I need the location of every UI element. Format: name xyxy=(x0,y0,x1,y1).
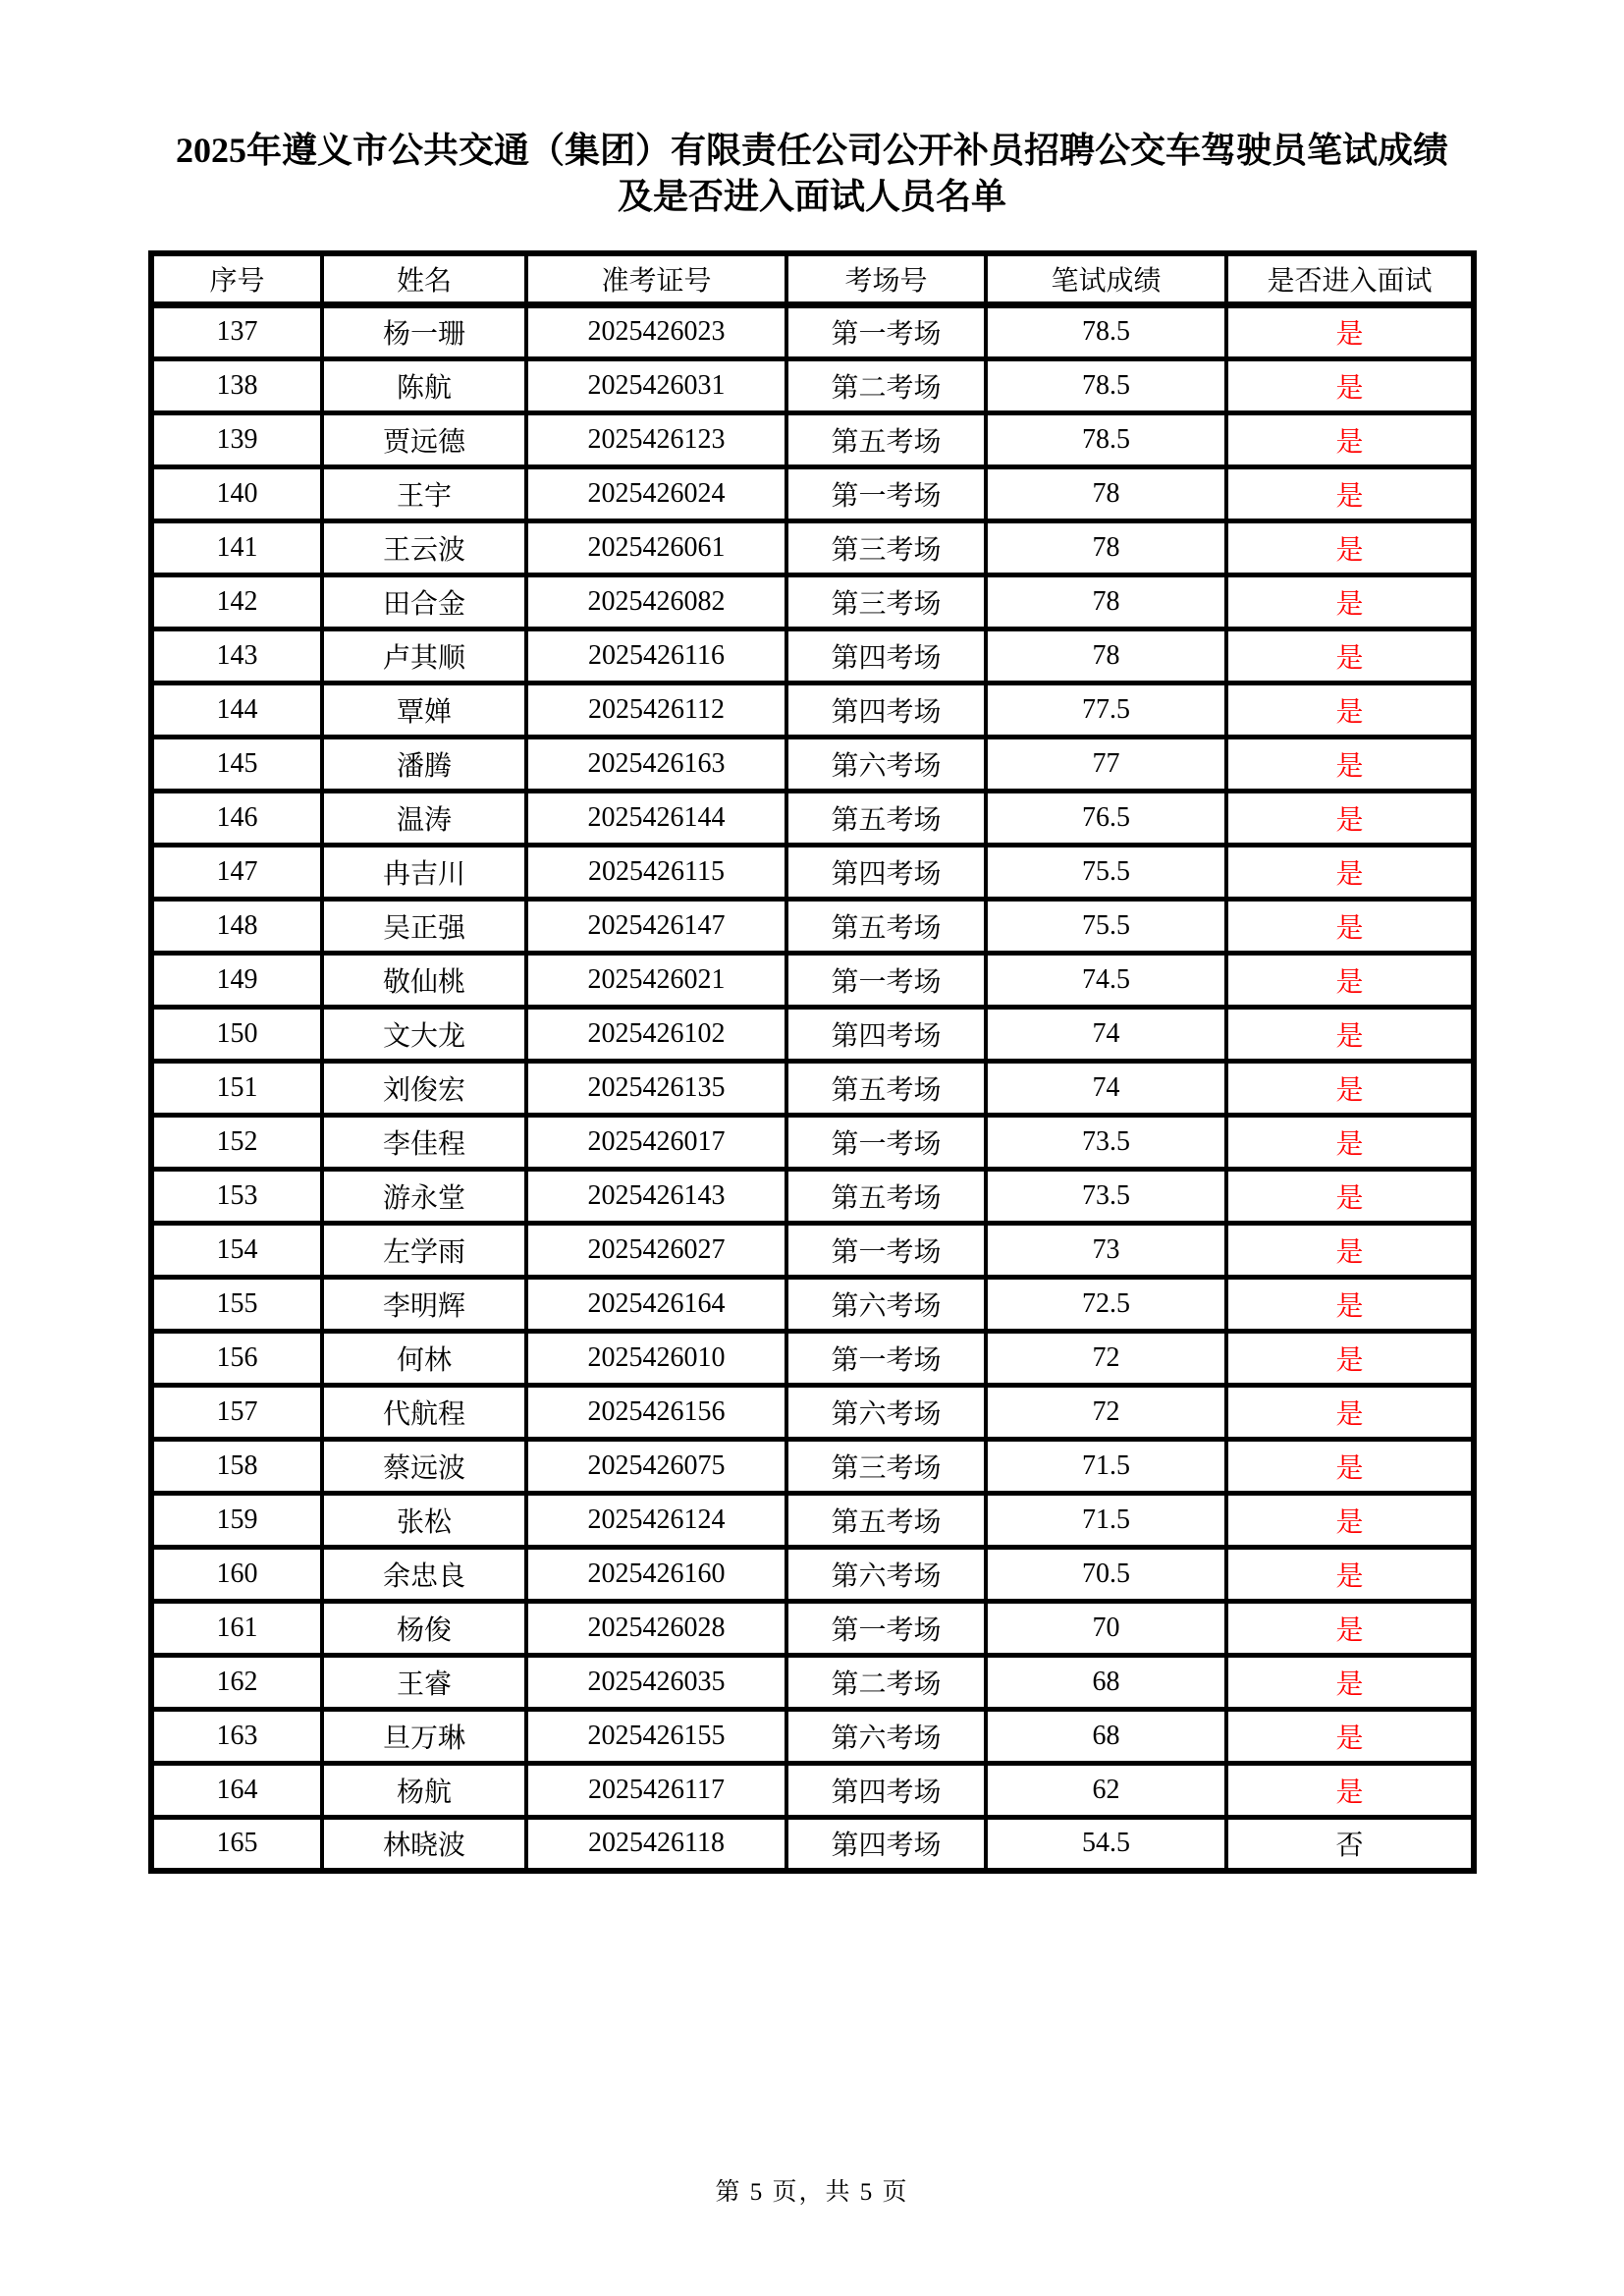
table-row xyxy=(151,1547,1474,1601)
cell-written-score: 70.5 xyxy=(986,1547,1226,1601)
cell-written-score: 78 xyxy=(986,520,1226,574)
cell-exam-room: 第一考场 xyxy=(786,1115,986,1169)
cell-interview: 是 xyxy=(1226,1277,1474,1331)
col-header-interview-qualified: 是否进入面试 xyxy=(1226,253,1474,304)
table-row xyxy=(151,1331,1474,1385)
cell-written-score: 78 xyxy=(986,466,1226,520)
cell-name: 陈航 xyxy=(322,358,526,412)
cell-exam-room: 第五考场 xyxy=(786,1061,986,1115)
cell-index: 162 xyxy=(151,1655,322,1709)
cell-ticket-number: 2025426112 xyxy=(526,683,786,737)
cell-index: 138 xyxy=(151,358,322,412)
cell-written-score: 72 xyxy=(986,1385,1226,1439)
cell-name: 代航程 xyxy=(322,1385,526,1439)
cell-exam-room: 第四考场 xyxy=(786,629,986,683)
cell-name: 冉吉川 xyxy=(322,845,526,899)
cell-index: 144 xyxy=(151,683,322,737)
cell-index: 156 xyxy=(151,1331,322,1385)
cell-exam-room: 第六考场 xyxy=(786,1547,986,1601)
cell-exam-room: 第五考场 xyxy=(786,791,986,845)
cell-index: 157 xyxy=(151,1385,322,1439)
cell-interview: 是 xyxy=(1226,629,1474,683)
cell-name: 敬仙桃 xyxy=(322,953,526,1007)
cell-interview: 是 xyxy=(1226,1223,1474,1277)
cell-index: 142 xyxy=(151,574,322,629)
cell-written-score: 73.5 xyxy=(986,1115,1226,1169)
cell-index: 147 xyxy=(151,845,322,899)
cell-ticket-number: 2025426144 xyxy=(526,791,786,845)
cell-written-score: 74 xyxy=(986,1007,1226,1061)
cell-written-score: 62 xyxy=(986,1763,1226,1817)
cell-name: 何林 xyxy=(322,1331,526,1385)
cell-ticket-number: 2025426027 xyxy=(526,1223,786,1277)
cell-interview: 是 xyxy=(1226,304,1474,358)
cell-index: 161 xyxy=(151,1601,322,1655)
cell-name: 刘俊宏 xyxy=(322,1061,526,1115)
cell-ticket-number: 2025426061 xyxy=(526,520,786,574)
cell-written-score: 68 xyxy=(986,1709,1226,1763)
cell-name: 覃婵 xyxy=(322,683,526,737)
cell-exam-room: 第五考场 xyxy=(786,1493,986,1547)
cell-ticket-number: 2025426123 xyxy=(526,412,786,466)
cell-index: 150 xyxy=(151,1007,322,1061)
cell-exam-room: 第一考场 xyxy=(786,953,986,1007)
cell-ticket-number: 2025426017 xyxy=(526,1115,786,1169)
cell-ticket-number: 2025426135 xyxy=(526,1061,786,1115)
cell-written-score: 78 xyxy=(986,629,1226,683)
cell-exam-room: 第三考场 xyxy=(786,520,986,574)
cell-index: 143 xyxy=(151,629,322,683)
table-row xyxy=(151,1169,1474,1223)
cell-written-score: 68 xyxy=(986,1655,1226,1709)
table-row xyxy=(151,1763,1474,1817)
cell-ticket-number: 2025426116 xyxy=(526,629,786,683)
header-row xyxy=(151,253,1474,304)
cell-exam-room: 第一考场 xyxy=(786,1331,986,1385)
cell-written-score: 78.5 xyxy=(986,412,1226,466)
table-row xyxy=(151,1601,1474,1655)
col-header-index: 序号 xyxy=(151,253,322,304)
cell-interview: 是 xyxy=(1226,791,1474,845)
cell-written-score: 77.5 xyxy=(986,683,1226,737)
cell-interview: 是 xyxy=(1226,358,1474,412)
cell-exam-room: 第五考场 xyxy=(786,412,986,466)
cell-written-score: 54.5 xyxy=(986,1817,1226,1871)
table-row xyxy=(151,1385,1474,1439)
cell-name: 王睿 xyxy=(322,1655,526,1709)
table-row xyxy=(151,953,1474,1007)
table-row xyxy=(151,1655,1474,1709)
cell-written-score: 77 xyxy=(986,737,1226,791)
cell-name: 左学雨 xyxy=(322,1223,526,1277)
cell-exam-room: 第一考场 xyxy=(786,304,986,358)
cell-interview: 是 xyxy=(1226,899,1474,953)
cell-written-score: 76.5 xyxy=(986,791,1226,845)
cell-ticket-number: 2025426164 xyxy=(526,1277,786,1331)
cell-written-score: 75.5 xyxy=(986,845,1226,899)
cell-exam-room: 第五考场 xyxy=(786,899,986,953)
cell-name: 李明辉 xyxy=(322,1277,526,1331)
table-row xyxy=(151,520,1474,574)
table-body xyxy=(151,304,1474,1871)
cell-name: 游永堂 xyxy=(322,1169,526,1223)
cell-ticket-number: 2025426010 xyxy=(526,1331,786,1385)
cell-interview: 是 xyxy=(1226,737,1474,791)
cell-index: 140 xyxy=(151,466,322,520)
cell-name: 贾远德 xyxy=(322,412,526,466)
cell-name: 潘腾 xyxy=(322,737,526,791)
cell-index: 148 xyxy=(151,899,322,953)
table-row xyxy=(151,1493,1474,1547)
cell-ticket-number: 2025426147 xyxy=(526,899,786,953)
cell-exam-room: 第四考场 xyxy=(786,1817,986,1871)
cell-name: 林晓波 xyxy=(322,1817,526,1871)
cell-written-score: 71.5 xyxy=(986,1493,1226,1547)
cell-interview: 是 xyxy=(1226,1601,1474,1655)
cell-interview: 是 xyxy=(1226,1709,1474,1763)
cell-name: 王宇 xyxy=(322,466,526,520)
cell-interview: 是 xyxy=(1226,1169,1474,1223)
cell-written-score: 70 xyxy=(986,1601,1226,1655)
cell-index: 160 xyxy=(151,1547,322,1601)
cell-ticket-number: 2025426082 xyxy=(526,574,786,629)
table-row xyxy=(151,1709,1474,1763)
cell-ticket-number: 2025426160 xyxy=(526,1547,786,1601)
cell-ticket-number: 2025426028 xyxy=(526,1601,786,1655)
cell-name: 卢其顺 xyxy=(322,629,526,683)
cell-exam-room: 第六考场 xyxy=(786,1385,986,1439)
table-row xyxy=(151,304,1474,358)
col-header-exam-room: 考场号 xyxy=(786,253,986,304)
table-row xyxy=(151,1817,1474,1871)
cell-written-score: 78 xyxy=(986,574,1226,629)
cell-exam-room: 第五考场 xyxy=(786,1169,986,1223)
cell-exam-room: 第六考场 xyxy=(786,1709,986,1763)
cell-exam-room: 第六考场 xyxy=(786,1277,986,1331)
cell-index: 163 xyxy=(151,1709,322,1763)
cell-interview: 是 xyxy=(1226,1331,1474,1385)
table-row xyxy=(151,629,1474,683)
cell-exam-room: 第一考场 xyxy=(786,466,986,520)
cell-interview: 是 xyxy=(1226,574,1474,629)
col-header-name: 姓名 xyxy=(322,253,526,304)
cell-index: 158 xyxy=(151,1439,322,1493)
cell-name: 旦万琳 xyxy=(322,1709,526,1763)
cell-exam-room: 第六考场 xyxy=(786,737,986,791)
table-row xyxy=(151,1223,1474,1277)
cell-written-score: 78.5 xyxy=(986,358,1226,412)
cell-written-score: 74 xyxy=(986,1061,1226,1115)
document-title-line2: 及是否进入面试人员名单 xyxy=(617,177,1006,216)
cell-index: 149 xyxy=(151,953,322,1007)
cell-written-score: 74.5 xyxy=(986,953,1226,1007)
cell-index: 153 xyxy=(151,1169,322,1223)
cell-interview: 是 xyxy=(1226,1547,1474,1601)
cell-exam-room: 第三考场 xyxy=(786,574,986,629)
cell-ticket-number: 2025426115 xyxy=(526,845,786,899)
table-row xyxy=(151,1439,1474,1493)
cell-interview: 是 xyxy=(1226,1061,1474,1115)
cell-index: 137 xyxy=(151,304,322,358)
cell-ticket-number: 2025426075 xyxy=(526,1439,786,1493)
cell-written-score: 73.5 xyxy=(986,1169,1226,1223)
cell-index: 165 xyxy=(151,1817,322,1871)
cell-index: 155 xyxy=(151,1277,322,1331)
cell-written-score: 73 xyxy=(986,1223,1226,1277)
table-row xyxy=(151,791,1474,845)
cell-interview: 是 xyxy=(1226,953,1474,1007)
table-row xyxy=(151,1061,1474,1115)
cell-ticket-number: 2025426156 xyxy=(526,1385,786,1439)
col-header-ticket-number: 准考证号 xyxy=(526,253,786,304)
table-row xyxy=(151,899,1474,953)
cell-exam-room: 第四考场 xyxy=(786,1007,986,1061)
cell-index: 152 xyxy=(151,1115,322,1169)
cell-exam-room: 第二考场 xyxy=(786,1655,986,1709)
cell-name: 王云波 xyxy=(322,520,526,574)
cell-interview: 是 xyxy=(1226,1655,1474,1709)
cell-index: 145 xyxy=(151,737,322,791)
cell-interview: 是 xyxy=(1226,683,1474,737)
cell-exam-room: 第三考场 xyxy=(786,1439,986,1493)
cell-index: 154 xyxy=(151,1223,322,1277)
cell-name: 温涛 xyxy=(322,791,526,845)
cell-ticket-number: 2025426163 xyxy=(526,737,786,791)
cell-ticket-number: 2025426023 xyxy=(526,304,786,358)
cell-ticket-number: 2025426124 xyxy=(526,1493,786,1547)
cell-exam-room: 第四考场 xyxy=(786,683,986,737)
cell-exam-room: 第四考场 xyxy=(786,845,986,899)
table-row xyxy=(151,466,1474,520)
table-row xyxy=(151,1277,1474,1331)
table-row xyxy=(151,412,1474,466)
cell-name: 杨一珊 xyxy=(322,304,526,358)
cell-index: 151 xyxy=(151,1061,322,1115)
cell-interview: 是 xyxy=(1226,1439,1474,1493)
table-row xyxy=(151,1007,1474,1061)
cell-exam-room: 第一考场 xyxy=(786,1601,986,1655)
cell-name: 杨航 xyxy=(322,1763,526,1817)
cell-ticket-number: 2025426102 xyxy=(526,1007,786,1061)
table-row xyxy=(151,683,1474,737)
cell-name: 田合金 xyxy=(322,574,526,629)
cell-index: 146 xyxy=(151,791,322,845)
table-row xyxy=(151,737,1474,791)
cell-written-score: 72.5 xyxy=(986,1277,1226,1331)
cell-interview: 是 xyxy=(1226,412,1474,466)
cell-index: 141 xyxy=(151,520,322,574)
cell-name: 杨俊 xyxy=(322,1601,526,1655)
table-row xyxy=(151,1115,1474,1169)
page-number-footer: 第 5 页，共 5 页 xyxy=(715,2179,909,2206)
cell-index: 164 xyxy=(151,1763,322,1817)
table-row xyxy=(151,358,1474,412)
cell-ticket-number: 2025426117 xyxy=(526,1763,786,1817)
cell-interview: 是 xyxy=(1226,1115,1474,1169)
table-row xyxy=(151,574,1474,629)
cell-written-score: 71.5 xyxy=(986,1439,1226,1493)
cell-name: 余忠良 xyxy=(322,1547,526,1601)
cell-exam-room: 第二考场 xyxy=(786,358,986,412)
cell-written-score: 78.5 xyxy=(986,304,1226,358)
cell-ticket-number: 2025426035 xyxy=(526,1655,786,1709)
col-header-written-score: 笔试成绩 xyxy=(986,253,1226,304)
cell-name: 吴正强 xyxy=(322,899,526,953)
cell-written-score: 72 xyxy=(986,1331,1226,1385)
document-title-line1: 2025年遵义市公共交通（集团）有限责任公司公开补员招聘公交车驾驶员笔试成绩 xyxy=(175,131,1448,170)
document-title xyxy=(0,128,1624,220)
cell-name: 李佳程 xyxy=(322,1115,526,1169)
cell-ticket-number: 2025426143 xyxy=(526,1169,786,1223)
cell-ticket-number: 2025426024 xyxy=(526,466,786,520)
cell-interview: 是 xyxy=(1226,466,1474,520)
cell-ticket-number: 2025426155 xyxy=(526,1709,786,1763)
cell-name: 张松 xyxy=(322,1493,526,1547)
cell-name: 文大龙 xyxy=(322,1007,526,1061)
cell-interview: 是 xyxy=(1226,1385,1474,1439)
cell-exam-room: 第四考场 xyxy=(786,1763,986,1817)
cell-interview: 是 xyxy=(1226,1007,1474,1061)
cell-index: 139 xyxy=(151,412,322,466)
table-row xyxy=(151,845,1474,899)
cell-interview: 是 xyxy=(1226,520,1474,574)
cell-interview: 否 xyxy=(1226,1817,1474,1871)
cell-ticket-number: 2025426021 xyxy=(526,953,786,1007)
cell-index: 159 xyxy=(151,1493,322,1547)
cell-interview: 是 xyxy=(1226,1493,1474,1547)
cell-interview: 是 xyxy=(1226,1763,1474,1817)
results-table xyxy=(148,250,1477,1874)
cell-ticket-number: 2025426118 xyxy=(526,1817,786,1871)
cell-name: 蔡远波 xyxy=(322,1439,526,1493)
cell-exam-room: 第一考场 xyxy=(786,1223,986,1277)
cell-interview: 是 xyxy=(1226,845,1474,899)
cell-ticket-number: 2025426031 xyxy=(526,358,786,412)
cell-written-score: 75.5 xyxy=(986,899,1226,953)
